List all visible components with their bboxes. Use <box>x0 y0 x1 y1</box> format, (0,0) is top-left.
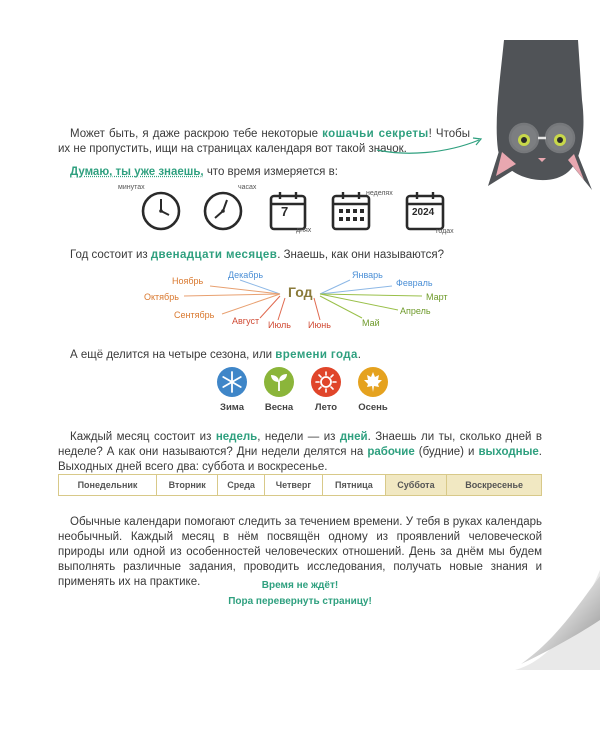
time-intro-line <box>70 165 470 180</box>
days-highlight: дней <box>339 431 368 443</box>
weekdays-row <box>59 475 542 496</box>
already-know-highlight: Думаю, ты уже знаешь, <box>70 166 204 178</box>
weekend-highlight: выходные <box>478 446 539 458</box>
hours-label: часах <box>238 184 257 191</box>
weeks-label: неделях <box>366 190 393 197</box>
week-text-3: . Знаешь ли ты, сколько дней в неделе? А как они называются? Дни недели делятся на <box>58 431 542 458</box>
working-highlight: рабочие <box>367 446 415 458</box>
month-june: Июнь <box>308 320 331 330</box>
time-intro-rest: что время измеряется в: <box>203 166 338 178</box>
weekday-monday: Понедельник <box>59 475 157 496</box>
calendar-paragraph: Обычные календари помогают следить за течением времени. У тебя в руках календарь необычный. Каждый месяц в нём посвящён одному из проявлений человеческой природы или одной из особенностей человеческих отношений. День за днём мы будем выполнять различные задания, проводить исследования, получать новые знания и применять их на практике. <box>58 516 542 588</box>
pointer-arrow <box>375 136 485 158</box>
seasons-intro-line <box>70 348 470 363</box>
day-number: 7 <box>281 204 289 219</box>
twelve-months-highlight: двенадцати месяцев <box>150 249 278 261</box>
weekday-thursday: Четверг <box>264 475 322 496</box>
weekdays-table <box>58 474 542 496</box>
month-march: Март <box>426 292 448 302</box>
month-april: Апрель <box>400 306 431 316</box>
weeks-highlight: недель <box>215 431 258 443</box>
season-autumn: Осень <box>358 402 388 413</box>
month-september: Сентябрь <box>174 310 215 320</box>
weekday-sunday: Воскресенье <box>447 475 542 496</box>
months-diagram <box>140 262 460 332</box>
week-text-2: , недели — из <box>257 431 340 443</box>
month-december: Декабрь <box>228 270 264 280</box>
month-january: Январь <box>352 270 383 280</box>
weekday-tuesday: Вторник <box>157 475 218 496</box>
week-text-1: Каждый месяц состоит из <box>70 431 216 443</box>
season-summer: Лето <box>314 402 338 413</box>
months-intro-a: Год состоит из <box>70 249 151 261</box>
years-label: годах <box>436 228 454 235</box>
seasons-intro-b: . <box>357 349 361 361</box>
months-intro-line <box>70 248 470 263</box>
year-number: 2024 <box>412 207 435 218</box>
snowflake-icon <box>216 366 248 398</box>
ending-line-2: Пора перевернуть страницу! <box>228 596 372 607</box>
ending-line-1: Время не ждёт! <box>261 580 339 591</box>
weekday-friday: Пятница <box>323 475 385 496</box>
intro-text-b: ! Чтобы их не пропустить, ищи на страницах календаря вот такой значок. <box>58 128 470 155</box>
sun-icon <box>310 366 342 398</box>
seasons-highlight: времени года <box>275 349 358 361</box>
month-february: Февраль <box>396 278 433 288</box>
season-spring: Весна <box>264 402 294 413</box>
month-october: Октябрь <box>144 292 179 302</box>
seasons-row <box>210 366 400 416</box>
clock-hours-icon <box>202 190 244 232</box>
week-text-4: (будние) и <box>414 446 479 458</box>
months-intro-b: . Знаешь, как они называются? <box>277 249 444 261</box>
year-center-label: Год <box>288 284 313 300</box>
time-units-row <box>118 180 470 240</box>
seasons-intro-a: А ещё делится на четыре сезона, или <box>70 349 276 361</box>
season-winter: Зима <box>220 402 244 413</box>
clock-minutes-icon <box>140 190 182 232</box>
minutes-label: минутах <box>118 184 145 191</box>
maple-leaf-icon <box>357 366 389 398</box>
month-july: Июль <box>268 320 291 330</box>
intro-text-a: Может быть, я даже раскрою тебе некоторые <box>70 128 323 140</box>
month-august: Август <box>232 316 260 326</box>
cat-illustration <box>470 40 600 190</box>
week-text-5: . Выходных дней всего два: суббота и воскресенье. <box>58 446 542 473</box>
month-november: Ноябрь <box>172 276 204 286</box>
weekday-saturday: Суббота <box>385 475 447 496</box>
month-may: Май <box>362 318 380 328</box>
weekday-wednesday: Среда <box>218 475 264 496</box>
days-label: днях <box>296 227 312 234</box>
page-curl[interactable] <box>515 570 600 670</box>
sprout-icon <box>263 366 295 398</box>
cat-secrets-highlight: кошачьи секреты <box>322 128 429 140</box>
week-paragraph <box>58 430 542 475</box>
